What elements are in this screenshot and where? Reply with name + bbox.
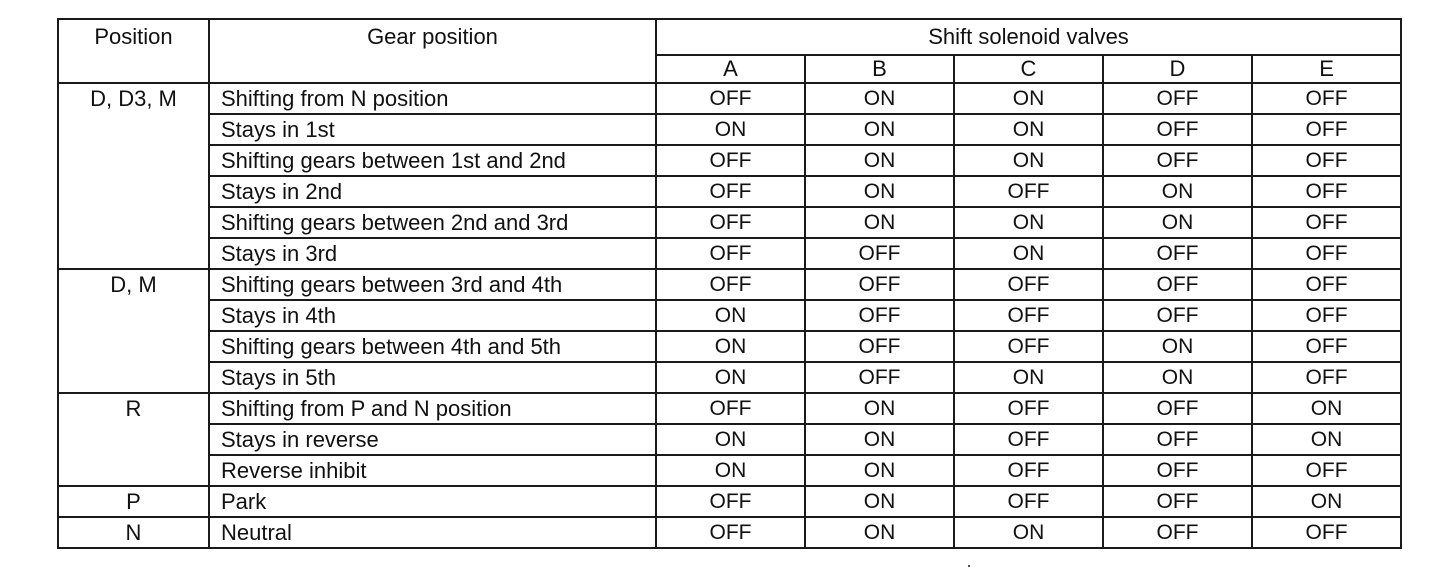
header-valve-d: D [1103, 55, 1252, 83]
header-shift-solenoid-valves: Shift solenoid valves [656, 19, 1401, 55]
table-row [58, 83, 1401, 114]
valve-d-state-cell: OFF [1103, 269, 1252, 300]
valve-b-state-cell: OFF [805, 362, 954, 393]
table-row [58, 331, 1401, 362]
valve-c-state-cell: OFF [954, 424, 1103, 455]
valve-e-state-cell: OFF [1252, 238, 1401, 269]
valve-a-state-cell: OFF [656, 145, 805, 176]
gear-position-cell: Park [209, 486, 656, 517]
valve-d-state-cell: ON [1103, 362, 1252, 393]
table-row [58, 424, 1401, 455]
table-row [58, 393, 1401, 424]
valve-c-state-cell: ON [954, 362, 1103, 393]
valve-b-state-cell: ON [805, 145, 954, 176]
shift-solenoid-table [57, 18, 1402, 549]
valve-c-state-cell: OFF [954, 269, 1103, 300]
valve-b-state-cell: OFF [805, 269, 954, 300]
gear-position-cell: Shifting gears between 1st and 2nd [209, 145, 656, 176]
valve-e-state-cell: ON [1252, 424, 1401, 455]
gear-position-cell: Shifting from P and N position [209, 393, 656, 424]
valve-b-state-cell: ON [805, 176, 954, 207]
valve-e-state-cell: OFF [1252, 331, 1401, 362]
position-cell: N [58, 517, 209, 548]
position-cell: P [58, 486, 209, 517]
valve-b-state-cell: ON [805, 83, 954, 114]
valve-d-state-cell: OFF [1103, 455, 1252, 486]
valve-d-state-cell: ON [1103, 331, 1252, 362]
table-row [58, 238, 1401, 269]
valve-d-state-cell: OFF [1103, 83, 1252, 114]
gear-position-cell: Shifting gears between 4th and 5th [209, 331, 656, 362]
position-cell: R [58, 393, 209, 486]
valve-a-state-cell: OFF [656, 83, 805, 114]
valve-c-state-cell: OFF [954, 455, 1103, 486]
header-valve-a: A [656, 55, 805, 83]
valve-e-state-cell: OFF [1252, 455, 1401, 486]
valve-a-state-cell: ON [656, 362, 805, 393]
valve-b-state-cell: ON [805, 486, 954, 517]
valve-d-state-cell: OFF [1103, 300, 1252, 331]
valve-d-state-cell: OFF [1103, 517, 1252, 548]
gear-position-cell: Shifting from N position [209, 83, 656, 114]
header-valve-c: C [954, 55, 1103, 83]
table-row [58, 486, 1401, 517]
valve-a-state-cell: OFF [656, 393, 805, 424]
valve-e-state-cell: OFF [1252, 517, 1401, 548]
valve-e-state-cell: OFF [1252, 269, 1401, 300]
valve-a-state-cell: ON [656, 455, 805, 486]
header-valve-e: E [1252, 55, 1401, 83]
header-gear-position: Gear position [209, 19, 656, 83]
valve-b-state-cell: ON [805, 517, 954, 548]
valve-b-state-cell: ON [805, 455, 954, 486]
valve-e-state-cell: OFF [1252, 300, 1401, 331]
gear-position-cell: Stays in 3rd [209, 238, 656, 269]
gear-position-cell: Stays in reverse [209, 424, 656, 455]
valve-a-state-cell: OFF [656, 176, 805, 207]
stray-dot [968, 565, 970, 567]
table-row [58, 176, 1401, 207]
table-row [58, 300, 1401, 331]
gear-position-cell: Stays in 5th [209, 362, 656, 393]
valve-d-state-cell: OFF [1103, 238, 1252, 269]
valve-c-state-cell: OFF [954, 300, 1103, 331]
table-row [58, 145, 1401, 176]
position-cell: D, M [58, 269, 209, 393]
valve-d-state-cell: OFF [1103, 114, 1252, 145]
valve-a-state-cell: OFF [656, 486, 805, 517]
valve-c-state-cell: ON [954, 207, 1103, 238]
valve-e-state-cell: OFF [1252, 114, 1401, 145]
valve-a-state-cell: ON [656, 300, 805, 331]
valve-a-state-cell: OFF [656, 207, 805, 238]
valve-b-state-cell: OFF [805, 300, 954, 331]
valve-b-state-cell: ON [805, 207, 954, 238]
valve-c-state-cell: ON [954, 238, 1103, 269]
valve-c-state-cell: OFF [954, 393, 1103, 424]
valve-d-state-cell: OFF [1103, 145, 1252, 176]
table-row [58, 269, 1401, 300]
valve-e-state-cell: ON [1252, 393, 1401, 424]
valve-b-state-cell: ON [805, 424, 954, 455]
valve-b-state-cell: OFF [805, 331, 954, 362]
table-row [58, 207, 1401, 238]
valve-a-state-cell: OFF [656, 269, 805, 300]
gear-position-cell: Stays in 4th [209, 300, 656, 331]
valve-a-state-cell: ON [656, 114, 805, 145]
valve-e-state-cell: OFF [1252, 145, 1401, 176]
valve-e-state-cell: OFF [1252, 362, 1401, 393]
valve-c-state-cell: OFF [954, 331, 1103, 362]
valve-d-state-cell: ON [1103, 207, 1252, 238]
valve-a-state-cell: ON [656, 424, 805, 455]
gear-position-cell: Stays in 2nd [209, 176, 656, 207]
valve-a-state-cell: OFF [656, 238, 805, 269]
table-row [58, 455, 1401, 486]
valve-c-state-cell: ON [954, 517, 1103, 548]
valve-e-state-cell: OFF [1252, 176, 1401, 207]
valve-c-state-cell: OFF [954, 176, 1103, 207]
table-row [58, 362, 1401, 393]
gear-position-cell: Stays in 1st [209, 114, 656, 145]
valve-c-state-cell: ON [954, 83, 1103, 114]
gear-position-cell: Reverse inhibit [209, 455, 656, 486]
valve-b-state-cell: ON [805, 114, 954, 145]
gear-position-cell: Neutral [209, 517, 656, 548]
header-position: Position [58, 19, 209, 83]
table-header [58, 19, 1401, 83]
valve-e-state-cell: ON [1252, 486, 1401, 517]
valve-d-state-cell: OFF [1103, 393, 1252, 424]
table-row [58, 114, 1401, 145]
valve-b-state-cell: OFF [805, 238, 954, 269]
valve-c-state-cell: OFF [954, 486, 1103, 517]
header-valve-b: B [805, 55, 954, 83]
valve-a-state-cell: OFF [656, 517, 805, 548]
valve-d-state-cell: OFF [1103, 486, 1252, 517]
table-row [58, 517, 1401, 548]
valve-b-state-cell: ON [805, 393, 954, 424]
table-body [58, 83, 1401, 548]
position-cell: D, D3, M [58, 83, 209, 269]
valve-c-state-cell: ON [954, 114, 1103, 145]
valve-d-state-cell: OFF [1103, 424, 1252, 455]
gear-position-cell: Shifting gears between 3rd and 4th [209, 269, 656, 300]
gear-position-cell: Shifting gears between 2nd and 3rd [209, 207, 656, 238]
valve-c-state-cell: ON [954, 145, 1103, 176]
valve-e-state-cell: OFF [1252, 83, 1401, 114]
valve-e-state-cell: OFF [1252, 207, 1401, 238]
valve-a-state-cell: ON [656, 331, 805, 362]
valve-d-state-cell: ON [1103, 176, 1252, 207]
